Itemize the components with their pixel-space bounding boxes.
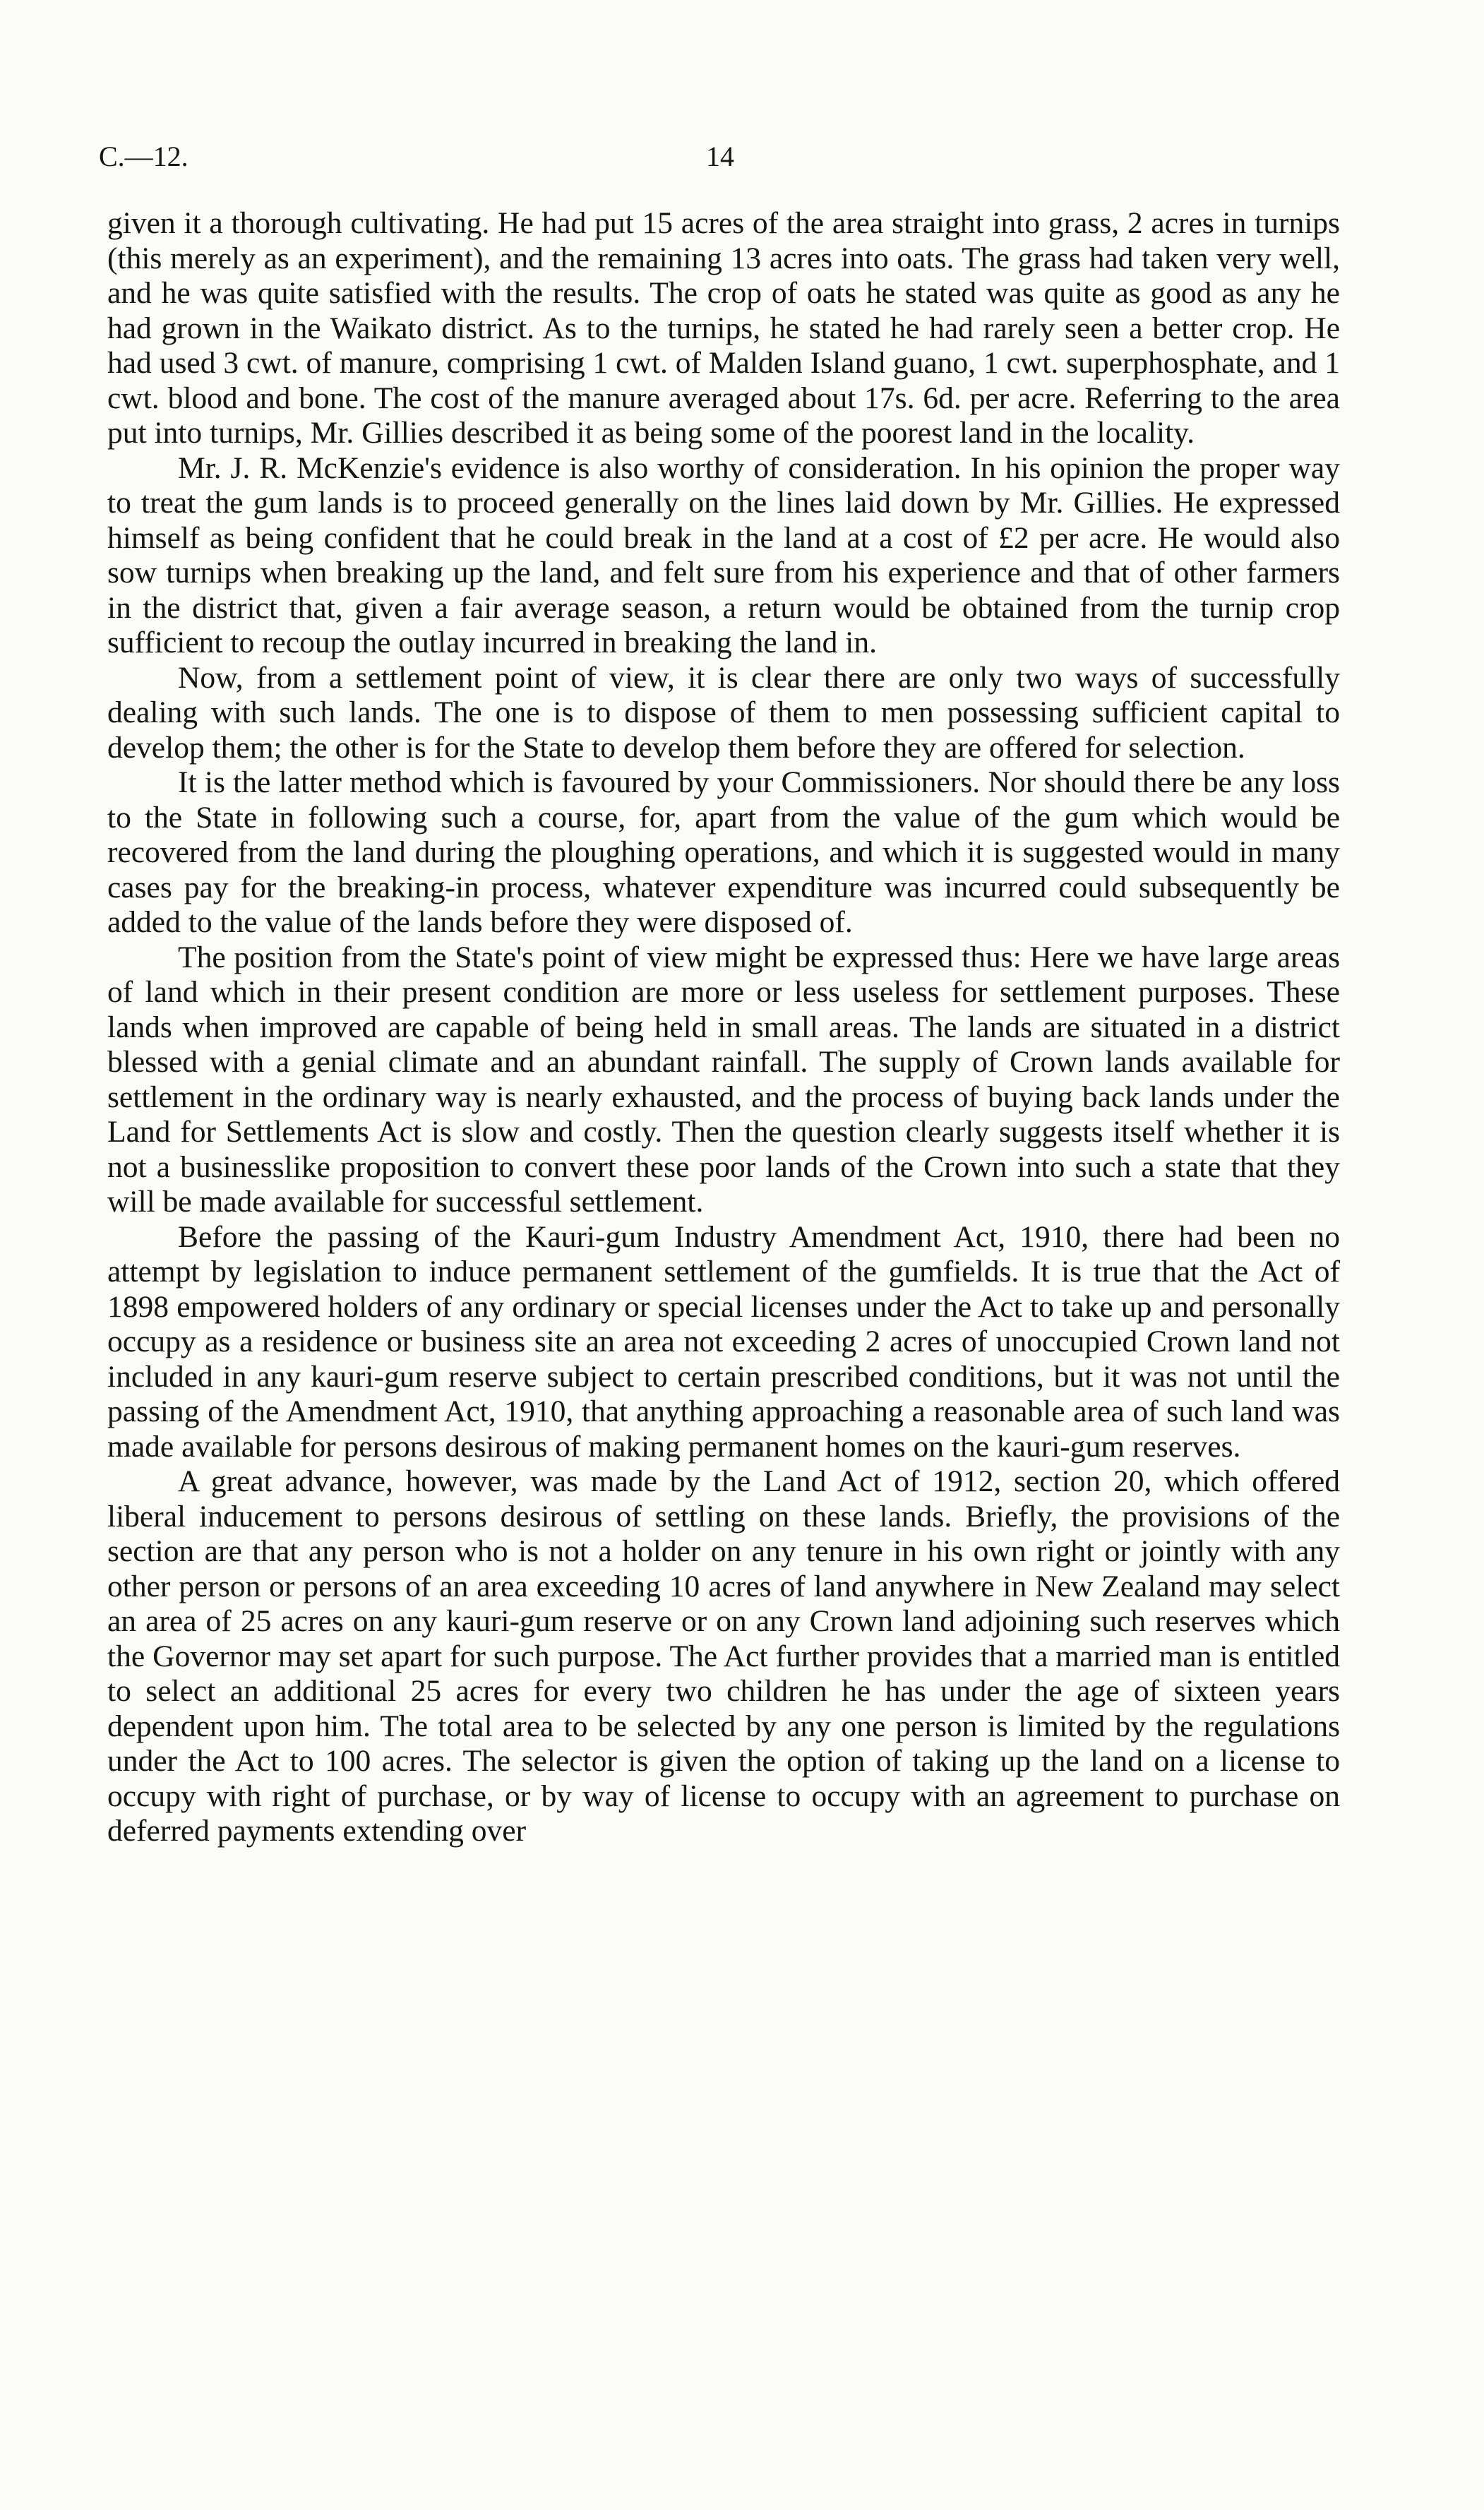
paragraph: given it a thorough cultivating. He had put 15 acres of the area straight into grass, 2 acres in turnips (this merely as an experiment), and the remaining 13 acres into oats. The grass had taken very well, and he was quite satisfied with the results. The crop of oats he stated was quite as good as any he had grown in the Waikato district. As to the turnips, he stated he had rarely seen a better crop. He had used 3 cwt. of manure, comprising 1 cwt. of Malden Island guano, 1 cwt. superphosphate, and 1 cwt. blood and bone. The cost of the manure averaged about 17s. 6d. per acre. Referring to the area put into turnips, Mr. Gillies described it as being some of the poorest land in the locality. <box>107 206 1340 450</box>
page-header <box>99 140 1334 182</box>
paragraph: Before the passing of the Kauri-gum Industry Amendment Act, 1910, there had been no attempt by legislation to induce permanent settlement of the gumfields. It is true that the Act of 1898 empowered holders of any ordinary or special licenses under the Act to take up and personally occupy as a residence or business site an area not exceeding 2 acres of unoccupied Crown land not included in any kauri-gum reserve subject to certain prescribed conditions, but it was not until the passing of the Amendment Act, 1910, that anything approaching a reasonable area of such land was made available for persons desirous of making permanent homes on the kauri-gum reserves. <box>107 1219 1340 1464</box>
paragraph: It is the latter method which is favoured by your Commissioners. Nor should there be any loss to the State in following such a course, for, apart from the value of the gum which would be recovered from the land during the ploughing operations, and which it is suggested would in many cases pay for the breaking-in process, whatever expenditure was incurred could subsequently be added to the value of the lands before they were disposed of. <box>107 765 1340 939</box>
paragraph: Now, from a settlement point of view, it is clear there are only two ways of successfully dealing with such lands. The one is to dispose of them to men possessing sufficient capital to develop them; the other is for the State to develop them before they are offered for selection. <box>107 660 1340 765</box>
page-reference: C.—12. <box>99 141 189 172</box>
paragraph: A great advance, however, was made by the Land Act of 1912, section 20, which offered liberal inducement to persons desirous of settling on these lands. Briefly, the provisions of the section are that any person who is not a holder on any tenure in his own right or jointly with any other person or persons of an area exceeding 10 acres of land anywhere in New Zealand may select an area of 25 acres on any kauri-gum reserve or on any Crown land adjoining such reserves which the Governor may set apart for such purpose. The Act further provides that a married man is entitled to select an additional 25 acres for every two children he has under the age of sixteen years dependent upon him. The total area to be selected by any one person is limited by the regulations under the Act to 100 acres. The selector is given the option of taking up the land on a license to occupy with right of purchase, or by way of license to occupy with an agreement to purchase on deferred payments extending over <box>107 1464 1340 1848</box>
paragraph: Mr. J. R. McKenzie's evidence is also worthy of consideration. In his opinion the proper way to treat the gum lands is to proceed generally on the lines laid down by Mr. Gillies. He expressed himself as being confident that he could break in the land at a cost of £2 per acre. He would also sow turnips when breaking up the land, and felt sure from his experience and that of other farmers in the district that, given a fair average season, a return would be obtained from the turnip crop sufficient to recoup the outlay incurred in breaking the land in. <box>107 450 1340 659</box>
page-number: 14 <box>706 141 734 172</box>
paragraph: The position from the State's point of view might be expressed thus: Here we have large areas of land which in their present condition are more or less useless for settlement purposes. These lands when improved are capable of being held in small areas. The lands are situated in a district blessed with a genial climate and an abundant rainfall. The supply of Crown lands available for settlement in the ordinary way is nearly exhausted, and the process of buying back lands under the Land for Settlements Act is slow and costly. Then the question clearly suggests itself whether it is not a businesslike proposition to convert these poor lands of the Crown into such a state that they will be made available for successful settlement. <box>107 940 1340 1219</box>
body-text <box>107 206 1340 1849</box>
